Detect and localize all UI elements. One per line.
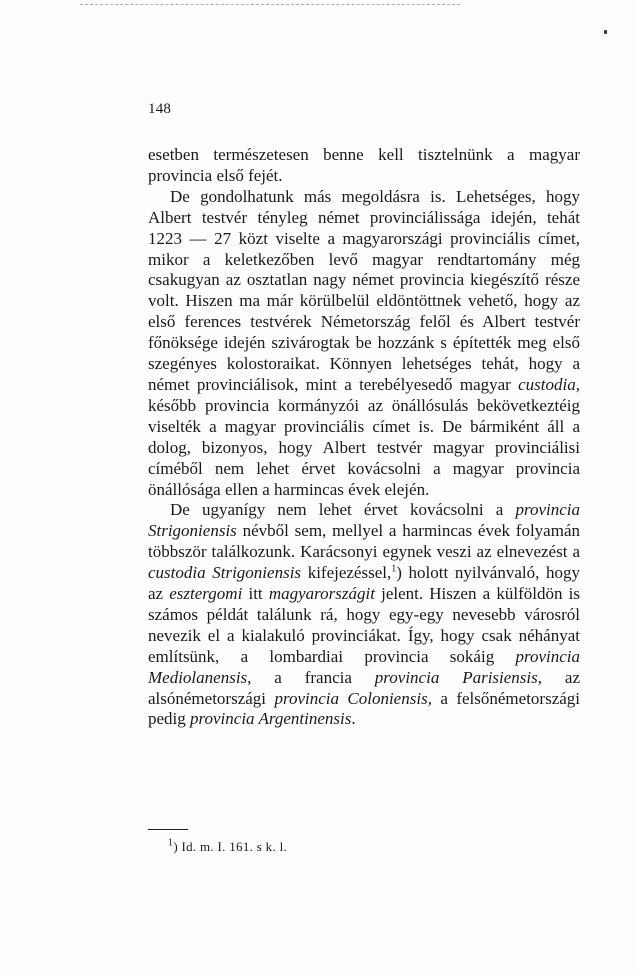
text-run: itt [242,584,269,604]
text-run: , később provincia kormányzói az önállósulás bekövetkeztéig viselték a magyar provinciális címet is. De bármiként áll a dolog, bizonyos, hogy Albert testvér magyar provinciálisi címéből nem lehet érvet kovácsolni a magyar provincia önállósága ellen a harmincas évek elején. [148,374,580,499]
italic-term: custodia [518,374,576,394]
footnote-text: ) Id. m. I. 161. s k. l. [173,839,288,854]
text-run: De ugyanígy nem lehet érvet kovácsolni a [170,500,516,520]
text-run: , az alsónémetországi [148,667,580,708]
paragraph-3 [148,500,580,730]
text-run: . [351,709,356,729]
italic-term: esztergomi [169,584,243,604]
paragraph-2 [148,187,580,501]
text-run: , a francia [247,667,375,687]
text-run: névből sem, mellyel a harmincas évek folyamán többször találkozunk. Karácsonyi egynek veszi az elnevezést a [148,521,580,562]
text-run: jelent. Hiszen a külföldön is számos példát találunk rá, hogy egy-egy nevesebb városról nevezik el a kialakuló provinciákat. Így, hogy csak néhányat említsünk, a lombardiai provincia sokáig [148,584,580,666]
text-run: De gondolhatunk más megoldásra is. Lehetséges, hogy Albert testvér tényleg német provinciálissága idején, tehát 1223 — 27 közt viselte a magyarországi provinciális címet, mikor a keletkezőben levő magyar rendtartomány még csakugyan az osztatlan nagy német provincia kiegészítő része volt. Hiszen ma már körülbelül eldöntöttnek vehető, hogy az első ferences testvérek Németország felől és Albert testvér főnöksége idején szivárogtak be hozzánk s építették meg első szegényes kolostoraikat. Könnyen lehetséges tehát, hogy a német provinciálisok, mint a terebélyesedő magyar [148,186,580,394]
scan-artifact-top-edge [80,4,460,7]
page-number: 148 [148,101,172,117]
italic-term: provincia Parisiensis [374,667,538,687]
paragraph-1 [148,145,580,187]
italic-term: provincia Strigoniensis [148,500,580,541]
text-run: , a felsőnémetországi pedig [148,688,581,729]
text-run: kifejezéssel, [301,563,392,583]
footnote-marker: 1 [168,837,174,849]
italic-term: provincia Mediolanensis [148,646,580,687]
body-text [148,145,580,730]
footnote-separator [148,829,188,830]
italic-term: magyarországit [268,584,375,604]
text-run: esetben természetesen benne kell tisztelnünk a magyar provincia első fejét. [148,145,580,185]
footnote-reference: 1 [391,563,397,575]
italic-term: custodia Strigoniensis [148,563,302,583]
italic-term: provincia Coloniensis [274,688,428,708]
footnote [168,839,287,855]
text-run: ) holott nyilvánvaló, hogy az [148,563,580,604]
italic-term: provincia Argentinensis [190,709,352,729]
scan-artifact-dot [604,30,607,34]
